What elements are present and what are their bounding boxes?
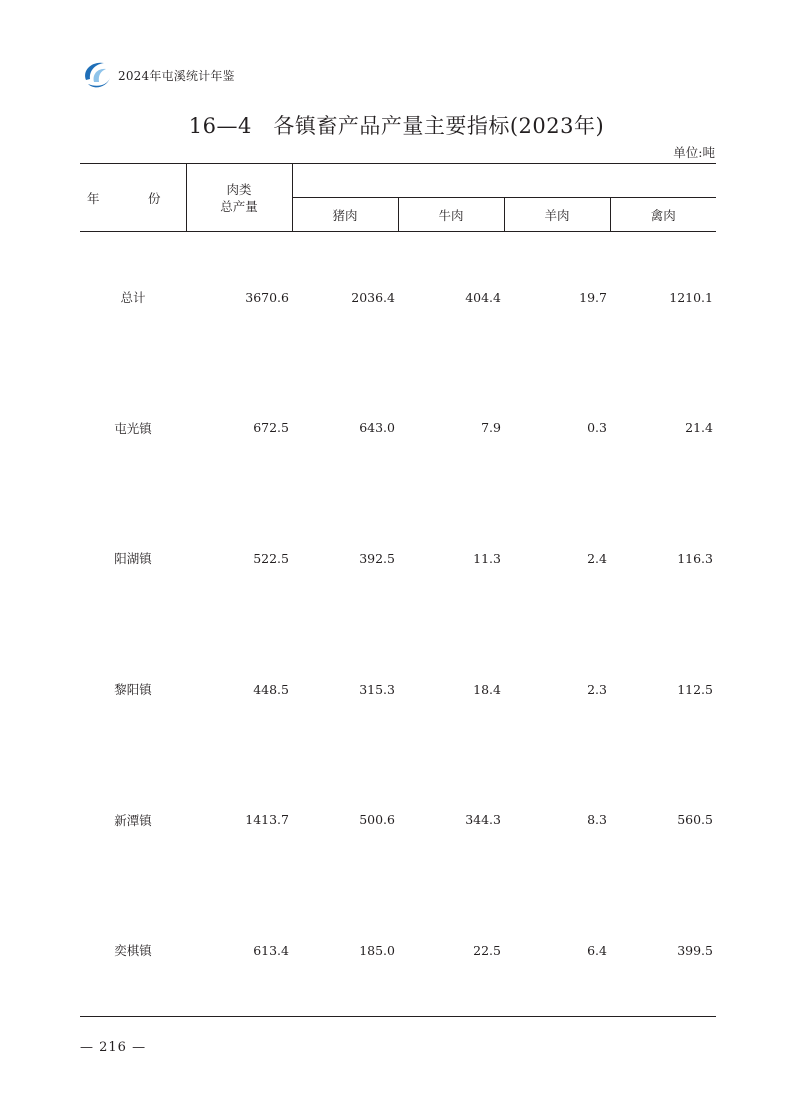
row-name: 新潭镇 — [114, 812, 152, 828]
header-pork: 猪肉 — [292, 198, 398, 232]
cell-total: 522.5 — [253, 550, 289, 566]
cell-beef: 404.4 — [465, 289, 501, 305]
cell-poultry: 21.4 — [685, 420, 713, 436]
cell-total: 672.5 — [253, 420, 289, 436]
cell-mutton: 2.4 — [587, 550, 607, 566]
cell-mutton: 2.3 — [587, 681, 607, 697]
cell-poultry: 112.5 — [677, 681, 713, 697]
page-header — [80, 58, 235, 92]
cell-poultry: 1210.1 — [669, 289, 713, 305]
cell-poultry: 560.5 — [677, 812, 713, 828]
row-name: 黎阳镇 — [114, 682, 152, 698]
cell-mutton: 8.3 — [587, 812, 607, 828]
header-group-blank — [292, 164, 716, 198]
cell-total: 1413.7 — [245, 812, 289, 828]
header-poultry: 禽肉 — [650, 207, 676, 223]
table-row — [80, 363, 716, 494]
row-name: 奕棋镇 — [114, 943, 152, 959]
header-total-line1: 肉类 — [226, 181, 252, 197]
cell-beef: 11.3 — [473, 550, 501, 566]
table-row — [80, 493, 716, 624]
row-name: 总计 — [120, 290, 146, 306]
cell-beef: 344.3 — [465, 812, 501, 828]
row-name: 阳湖镇 — [114, 551, 152, 567]
cell-beef: 7.9 — [481, 420, 501, 436]
page-number: — 216 — — [80, 1040, 147, 1055]
table-row — [80, 754, 716, 885]
page-title: 16—4 各镇畜产品产量主要指标(2023年) — [188, 114, 605, 138]
table-row — [80, 232, 716, 363]
cell-beef: 22.5 — [473, 942, 501, 958]
row-name: 屯光镇 — [114, 420, 152, 436]
cell-total: 613.4 — [253, 942, 289, 958]
header-total-line2: 总产量 — [220, 198, 258, 214]
header-year: 年 份 — [80, 164, 186, 232]
yearbook-name: 2024年屯溪统计年鉴 — [118, 68, 235, 83]
cell-pork: 392.5 — [359, 550, 395, 566]
unit-label: 单位:吨 — [673, 145, 715, 160]
table-header — [80, 164, 716, 232]
header-total-meat — [186, 164, 292, 232]
table-row — [80, 624, 716, 755]
cell-pork: 643.0 — [359, 420, 395, 436]
cell-mutton: 19.7 — [579, 289, 607, 305]
cell-pork: 500.6 — [359, 812, 395, 828]
yearbook-logo-icon — [80, 58, 114, 92]
cell-total: 448.5 — [253, 681, 289, 697]
livestock-table — [80, 163, 716, 1017]
livestock-table-container — [80, 163, 716, 1017]
cell-beef: 18.4 — [473, 681, 501, 697]
cell-total: 3670.6 — [245, 289, 289, 305]
cell-pork: 315.3 — [359, 681, 395, 697]
cell-poultry: 116.3 — [677, 550, 713, 566]
header-beef: 牛肉 — [398, 198, 504, 232]
table-body — [80, 232, 716, 1017]
cell-mutton: 6.4 — [587, 942, 607, 958]
cell-pork: 2036.4 — [351, 289, 395, 305]
header-mutton: 羊肉 — [504, 198, 610, 232]
table-row — [80, 885, 716, 1016]
cell-mutton: 0.3 — [587, 420, 607, 436]
cell-poultry: 399.5 — [677, 942, 713, 958]
cell-pork: 185.0 — [359, 942, 395, 958]
